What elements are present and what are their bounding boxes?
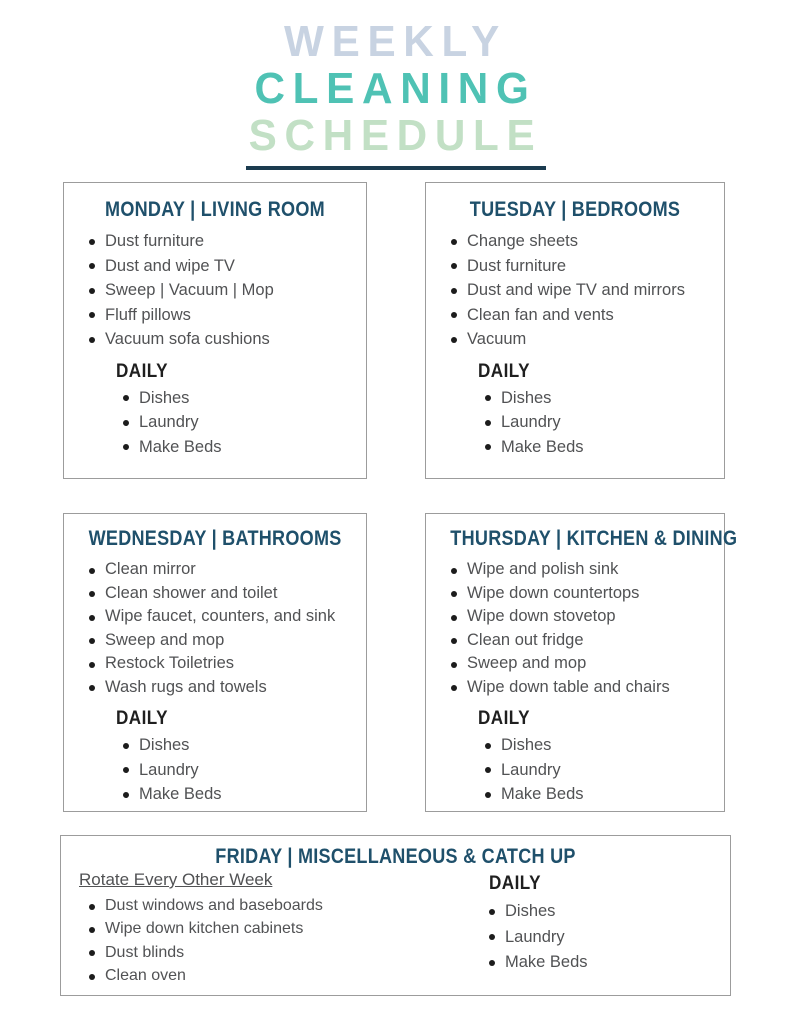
day-card-monday bbox=[63, 182, 367, 479]
task-item: Vacuum bbox=[451, 327, 720, 352]
title-underline bbox=[246, 166, 546, 170]
task-item: Wipe down kitchen cabinets bbox=[89, 917, 475, 940]
day-card-thursday bbox=[425, 513, 738, 812]
task-item: Laundry bbox=[123, 758, 362, 783]
task-item: Sweep and mop bbox=[451, 652, 720, 676]
task-item: Make Beds bbox=[489, 950, 588, 976]
day-heading-tuesday: TUESDAY | BEDROOMS bbox=[469, 198, 681, 221]
task-item: Wipe and polish sink bbox=[451, 558, 720, 582]
task-item: Wipe down table and chairs bbox=[451, 676, 720, 700]
task-item: Dishes bbox=[123, 733, 362, 758]
task-item: Laundry bbox=[489, 925, 588, 951]
task-item: Dishes bbox=[485, 733, 720, 758]
task-list-monday bbox=[64, 229, 366, 352]
task-item: Laundry bbox=[123, 410, 362, 435]
day-heading-monday: MONDAY | LIVING ROOM bbox=[105, 198, 325, 221]
task-item: Make Beds bbox=[123, 435, 362, 460]
rotate-heading: Rotate Every Other Week bbox=[79, 870, 273, 889]
task-item: Dishes bbox=[485, 386, 720, 411]
daily-task-list-thursday bbox=[478, 733, 724, 807]
task-list-thursday bbox=[426, 558, 724, 699]
daily-section-friday bbox=[489, 869, 592, 988]
title-cleaning: CLEANING bbox=[254, 64, 537, 113]
task-item: Dishes bbox=[489, 899, 588, 925]
title-schedule: SCHEDULE bbox=[248, 111, 543, 160]
task-item: Laundry bbox=[485, 758, 720, 783]
task-item: Change sheets bbox=[451, 229, 720, 254]
task-item: Dust furniture bbox=[89, 229, 362, 254]
daily-heading-monday: DAILY bbox=[116, 360, 168, 382]
daily-task-list-friday bbox=[489, 899, 592, 976]
task-item: Make Beds bbox=[485, 782, 720, 807]
daily-section-tuesday bbox=[478, 361, 724, 460]
task-item: Fluff pillows bbox=[89, 303, 362, 328]
task-list-friday bbox=[79, 894, 479, 988]
task-item: Clean shower and toilet bbox=[89, 582, 362, 606]
task-item: Laundry bbox=[485, 410, 720, 435]
daily-task-list-monday bbox=[116, 386, 366, 460]
daily-section-wednesday bbox=[116, 708, 366, 807]
task-item: Dust windows and baseboards bbox=[89, 894, 475, 917]
task-item: Sweep | Vacuum | Mop bbox=[89, 278, 362, 303]
task-item: Dishes bbox=[123, 386, 362, 411]
daily-heading-wednesday: DAILY bbox=[116, 708, 168, 729]
task-item: Make Beds bbox=[485, 435, 720, 460]
page-title bbox=[0, 18, 791, 170]
task-item: Wash rugs and towels bbox=[89, 676, 362, 700]
task-item: Clean oven bbox=[89, 964, 475, 987]
day-heading-friday: FRIDAY | MISCELLANEOUS & CATCH UP bbox=[215, 845, 576, 868]
day-card-wednesday bbox=[63, 513, 367, 812]
task-item: Clean mirror bbox=[89, 558, 362, 582]
task-list-wednesday bbox=[64, 558, 366, 699]
task-item: Dust furniture bbox=[451, 254, 720, 279]
task-item: Wipe down stovetop bbox=[451, 605, 720, 629]
daily-heading-thursday: DAILY bbox=[478, 708, 530, 729]
task-item: Wipe faucet, counters, and sink bbox=[89, 605, 362, 629]
task-item: Wipe down countertops bbox=[451, 582, 720, 606]
task-item: Vacuum sofa cushions bbox=[89, 327, 362, 352]
daily-task-list-wednesday bbox=[116, 733, 366, 807]
task-list-tuesday bbox=[426, 229, 724, 352]
task-item: Dust and wipe TV bbox=[89, 254, 362, 279]
daily-task-list-tuesday bbox=[478, 386, 724, 460]
task-item: Make Beds bbox=[123, 782, 362, 807]
day-heading-wednesday: WEDNESDAY | BATHROOMS bbox=[88, 527, 342, 550]
task-item: Dust and wipe TV and mirrors bbox=[451, 278, 720, 303]
task-item: Restock Toiletries bbox=[89, 652, 362, 676]
task-item: Dust blinds bbox=[89, 941, 475, 964]
task-item: Clean fan and vents bbox=[451, 303, 720, 328]
task-item: Sweep and mop bbox=[89, 629, 362, 653]
title-weekly: WEEKLY bbox=[284, 17, 507, 66]
day-card-tuesday bbox=[425, 182, 725, 479]
daily-section-thursday bbox=[478, 708, 724, 807]
daily-heading-tuesday: DAILY bbox=[478, 360, 530, 382]
daily-section-monday bbox=[116, 361, 366, 460]
day-heading-thursday: THURSDAY | KITCHEN & DINING bbox=[450, 527, 738, 550]
daily-heading-friday: DAILY bbox=[489, 873, 541, 894]
day-card-friday bbox=[60, 835, 731, 996]
rotate-section bbox=[79, 869, 479, 988]
friday-columns bbox=[61, 869, 730, 988]
task-item: Clean out fridge bbox=[451, 629, 720, 653]
